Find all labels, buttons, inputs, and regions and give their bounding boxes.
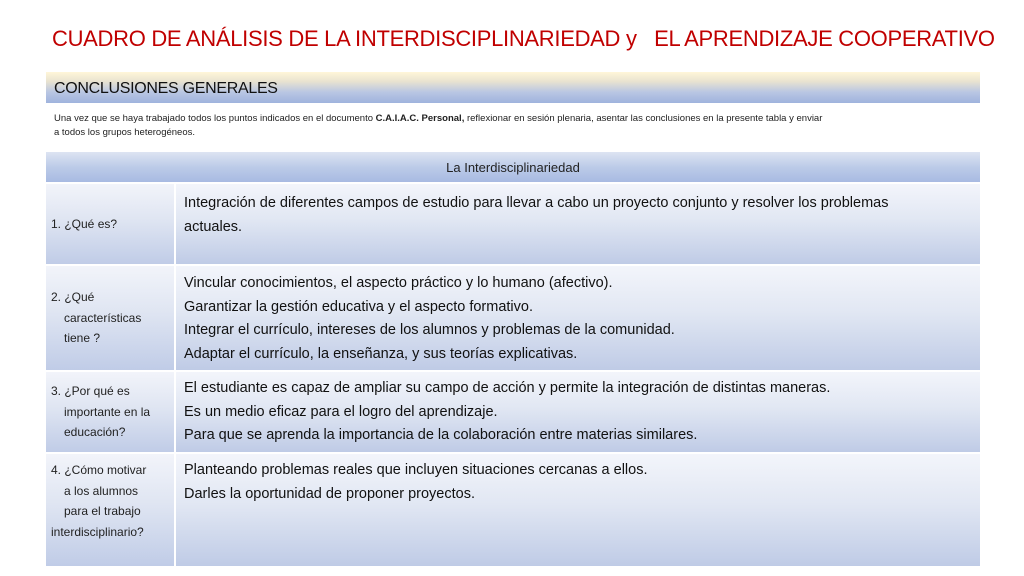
answer-cell — [176, 266, 980, 370]
question-cell — [46, 184, 176, 264]
question-cell — [46, 454, 176, 566]
answer-line: actuales. — [184, 218, 243, 235]
answer-cell — [176, 454, 980, 566]
analysis-table — [46, 152, 980, 566]
question-line: interdisciplinario? — [51, 524, 144, 539]
answer-cell — [176, 372, 980, 452]
question-line: 1. ¿Qué es? — [51, 217, 118, 231]
question-cell — [46, 372, 176, 452]
page-title: CUADRO DE ANÁLISIS DE LA INTERDISCIPLINARIEDAD y EL APRENDIZAJE COOPERATIVO — [52, 26, 995, 51]
table-row — [46, 372, 980, 454]
question-line: características — [64, 310, 142, 325]
question-line: importante en la — [64, 404, 151, 419]
question-line: 2. ¿Qué — [51, 290, 95, 304]
table-header: La Interdisciplinariedad — [46, 152, 980, 184]
answer-line: Integrar el currículo, intereses de los alumnos y problemas de la comunidad. — [184, 322, 675, 338]
intro-bold: C.A.I.A.C. Personal, — [375, 113, 465, 124]
answer-line: Vincular conocimientos, el aspecto práctico y lo humano (afectivo). — [184, 275, 613, 291]
table-row — [46, 184, 980, 266]
question-line: 4. ¿Cómo motivar — [51, 463, 147, 477]
intro-part2: reflexionar en sesión plenaria, asentar las conclusiones en la presente tabla y enviar a todos los grupos heterogéneos. — [54, 113, 823, 138]
answer-line: Planteando problemas reales que incluyen situaciones cercanas a ellos. — [184, 462, 648, 478]
question-line: para el trabajo — [64, 504, 141, 518]
intro-text — [54, 112, 824, 140]
intro-part1: Una vez que se haya trabajado todos los puntos indicados en el documento — [54, 113, 376, 124]
question-line: tiene ? — [64, 331, 101, 345]
question-cell — [46, 266, 176, 370]
question-line: a los alumnos — [64, 483, 139, 498]
answer-line: El estudiante es capaz de ampliar su campo de acción y permite la integración de distintas maneras. — [184, 380, 831, 396]
answer-line: Garantizar la gestión educativa y el aspecto formativo. — [184, 298, 533, 315]
section-banner — [46, 72, 980, 103]
answer-line: Para que se aprenda la importancia de la colaboración entre materias similares. — [184, 427, 698, 443]
question-line: 3. ¿Por qué es — [51, 384, 130, 398]
section-heading: CONCLUSIONES GENERALES — [54, 80, 278, 97]
answer-line: Darles la oportunidad de proponer proyectos. — [184, 485, 475, 502]
table-row — [46, 454, 980, 566]
answer-line: Es un medio eficaz para el logro del aprendizaje. — [184, 403, 498, 420]
table-row — [46, 266, 980, 372]
answer-cell — [176, 184, 980, 264]
answer-line: Adaptar el currículo, la enseñanza, y sus teorías explicativas. — [184, 345, 578, 362]
answer-line: Integración de diferentes campos de estudio para llevar a cabo un proyecto conjunto y resolver los problemas — [184, 195, 889, 211]
question-line: educación? — [64, 425, 126, 439]
